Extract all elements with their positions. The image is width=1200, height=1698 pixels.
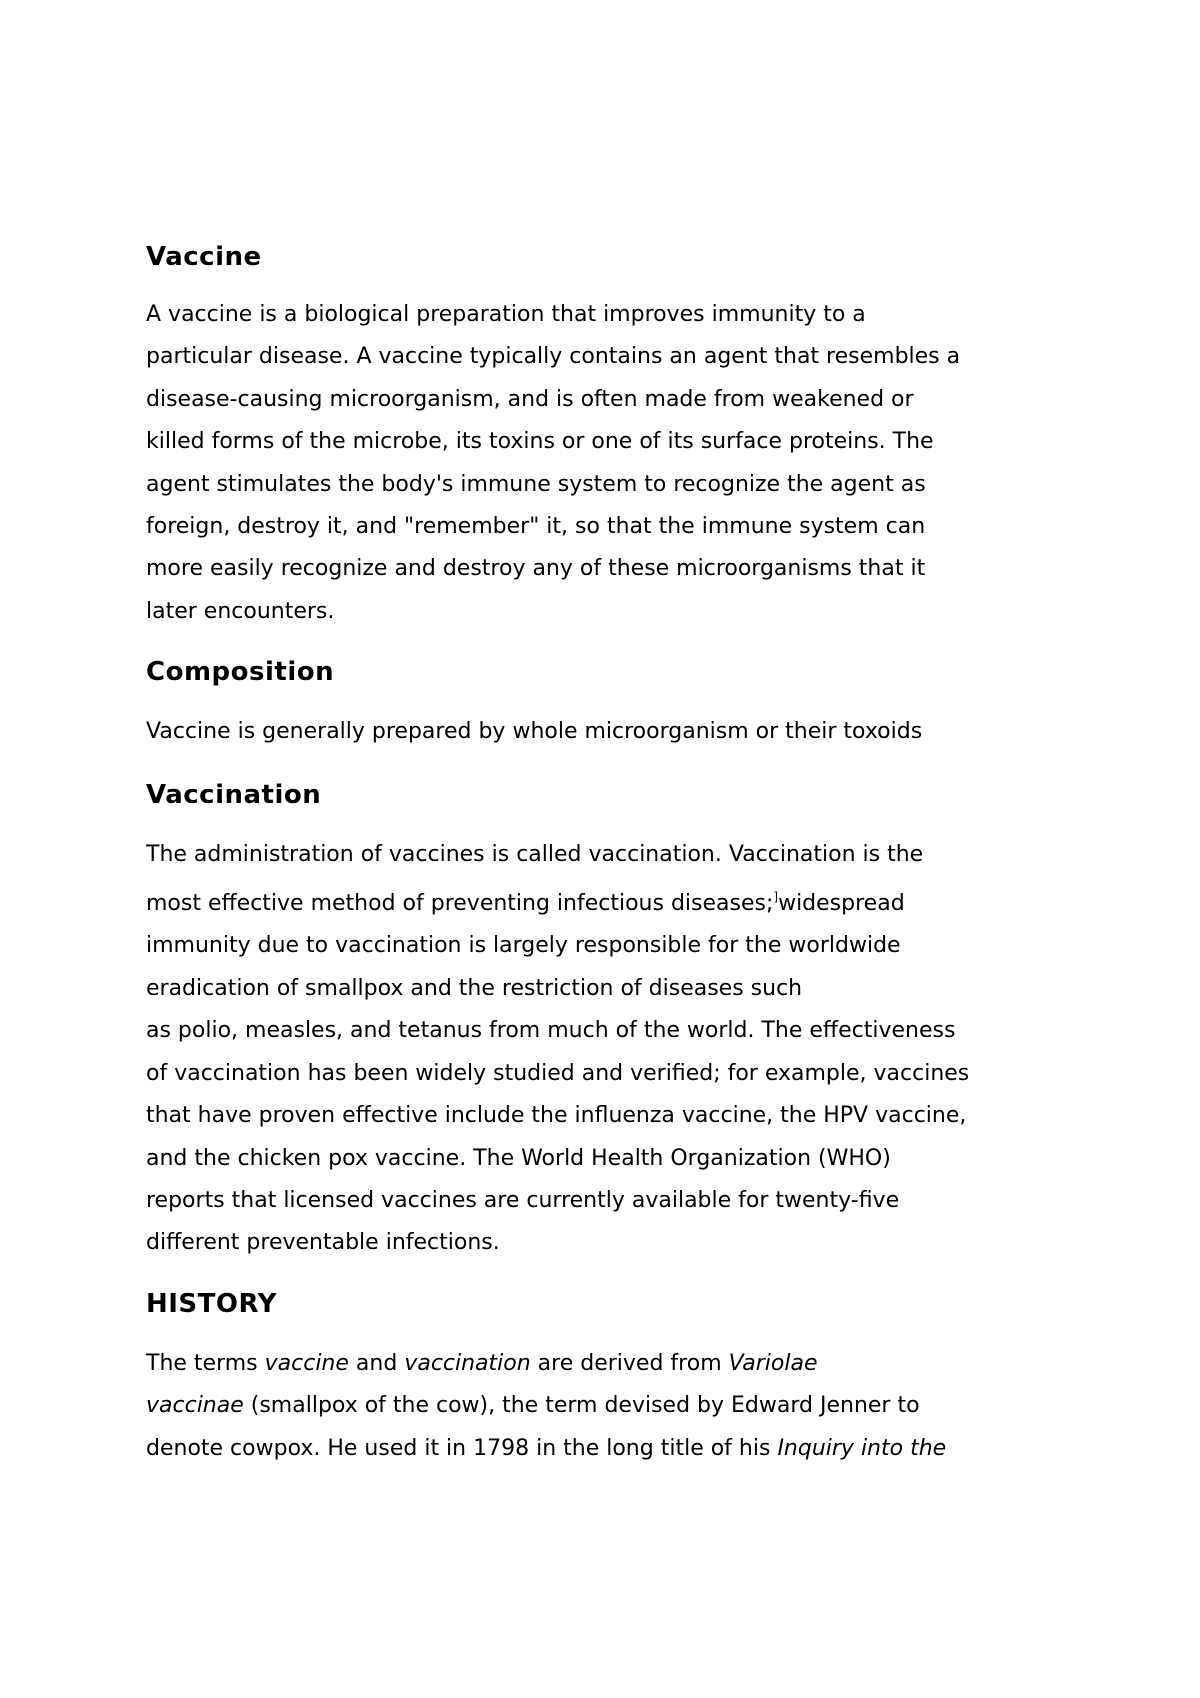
paragraph-line: and the chicken pox vaccine. The World Health Organization (WHO) bbox=[146, 1145, 891, 1171]
paragraph-line: disease-causing microorganism, and is often made from weakened or bbox=[146, 386, 914, 412]
paragraph-line: different preventable infections. bbox=[146, 1230, 500, 1256]
footnote-marker: ] bbox=[773, 890, 779, 905]
paragraph-line: more easily recognize and destroy any of these microorganisms that it bbox=[146, 556, 926, 582]
paragraph-line: immunity due to vaccination is largely responsible for the worldwide bbox=[146, 933, 901, 959]
document-page bbox=[146, 238, 1076, 1470]
paragraph-line bbox=[146, 1385, 1076, 1427]
line-text: and bbox=[348, 1350, 405, 1376]
heading-composition: Composition bbox=[146, 657, 335, 688]
line-text: widespread bbox=[778, 891, 905, 917]
paragraph-line: eradication of smallpox and the restriction of diseases such bbox=[146, 975, 803, 1001]
italic-title: Inquiry into the bbox=[777, 1435, 947, 1461]
paragraph-line bbox=[146, 1428, 1076, 1470]
italic-term: vaccinae bbox=[146, 1393, 244, 1419]
line-text: most effective method of preventing infectious diseases; bbox=[146, 891, 774, 917]
line-text: (smallpox of the cow), the term devised by Edward Jenner to bbox=[243, 1393, 920, 1419]
paragraph-line: that have proven effective include the influenza vaccine, the HPV vaccine, bbox=[146, 1103, 967, 1129]
paragraph-line: particular disease. A vaccine typically contains an agent that resembles a bbox=[146, 344, 961, 370]
paragraph-vaccine bbox=[146, 294, 1076, 633]
heading-vaccination: Vaccination bbox=[146, 779, 322, 810]
paragraph-line: reports that licensed vaccines are currently available for twenty-five bbox=[146, 1187, 900, 1213]
paragraph-history bbox=[146, 1343, 1076, 1470]
paragraph-line: as polio, measles, and tetanus from much of the world. The effectiveness bbox=[146, 1018, 956, 1044]
paragraph-line: foreign, destroy it, and "remember" it, so that the immune system can bbox=[146, 514, 926, 540]
line-text: are derived from bbox=[530, 1350, 729, 1376]
line-text: denote cowpox. He used it in 1798 in the long title of his bbox=[146, 1435, 778, 1461]
paragraph-line: killed forms of the microbe, its toxins or one of its surface proteins. The bbox=[146, 429, 934, 455]
paragraph-line: of vaccination has been widely studied and verified; for example, vaccines bbox=[146, 1060, 970, 1086]
paragraph-line: The administration of vaccines is called vaccination. Vaccination is the bbox=[146, 841, 924, 867]
italic-term: vaccination bbox=[404, 1350, 531, 1376]
paragraph-line: Vaccine is generally prepared by whole microorganism or their toxoids bbox=[146, 719, 923, 745]
paragraph-line: later encounters. bbox=[146, 598, 335, 624]
paragraph-line bbox=[146, 1343, 1076, 1385]
paragraph-line bbox=[146, 876, 1076, 925]
line-text: The terms bbox=[146, 1350, 265, 1376]
paragraph-vaccination bbox=[146, 834, 1076, 1265]
italic-term: vaccine bbox=[264, 1350, 349, 1376]
italic-term: Variolae bbox=[728, 1350, 818, 1376]
heading-vaccine: Vaccine bbox=[146, 242, 262, 272]
paragraph-composition bbox=[146, 711, 1076, 753]
paragraph-line: A vaccine is a biological preparation that improves immunity to a bbox=[146, 302, 866, 327]
heading-history: HISTORY bbox=[146, 1288, 277, 1319]
paragraph-line: agent stimulates the body's immune system to recognize the agent as bbox=[146, 471, 926, 497]
